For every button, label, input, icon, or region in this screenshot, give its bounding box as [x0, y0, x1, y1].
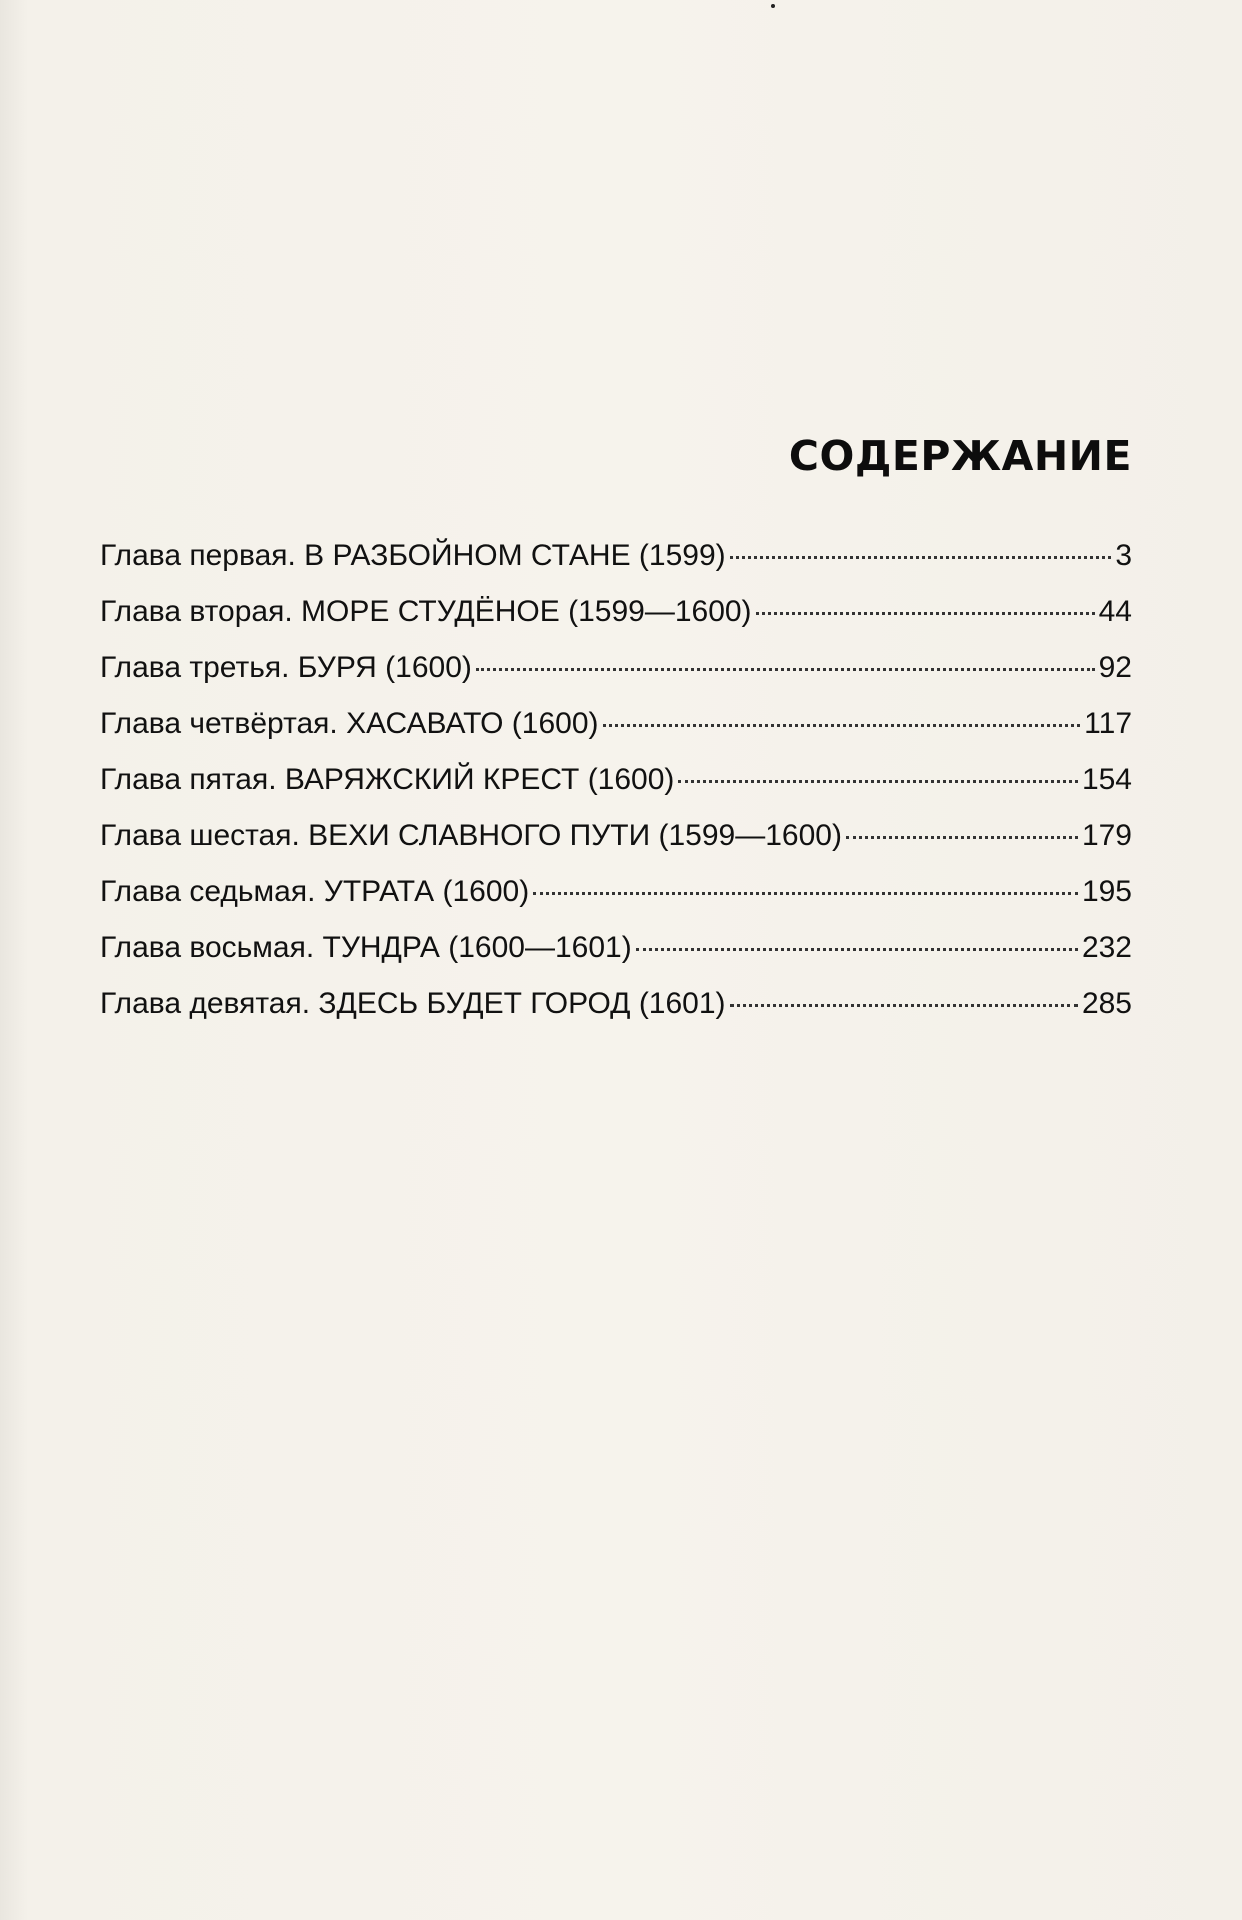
toc-entry — [100, 752, 1132, 808]
table-of-contents — [100, 528, 1132, 1032]
toc-entry — [100, 976, 1132, 1032]
toc-entry-page: 179 — [1081, 819, 1132, 852]
toc-entry-title: Глава седьмая. УТРАТА (1600) — [100, 875, 530, 908]
toc-entry — [100, 696, 1132, 752]
toc-entry-title: Глава пятая. ВАРЯЖСКИЙ КРЕСТ (1600) — [100, 763, 675, 796]
toc-entry-title: Глава первая. В РАЗБОЙНОМ СТАНЕ (1599) — [100, 539, 726, 572]
print-mark — [771, 4, 775, 8]
toc-entry-page: 3 — [1115, 539, 1132, 572]
toc-entry — [100, 920, 1132, 976]
dot-leader — [730, 1004, 1078, 1007]
toc-entry-title: Глава девятая. ЗДЕСЬ БУДЕТ ГОРОД (1601) — [100, 987, 726, 1020]
dot-leader — [678, 780, 1078, 783]
toc-entry-page: 117 — [1084, 707, 1132, 740]
page-title: СОДЕРЖАНИЕ — [788, 432, 1132, 480]
toc-entry-page: 232 — [1081, 931, 1132, 964]
dot-leader — [476, 668, 1095, 671]
dot-leader — [730, 556, 1112, 559]
toc-entry-page: 285 — [1081, 987, 1132, 1020]
toc-entry — [100, 640, 1132, 696]
toc-entry — [100, 528, 1132, 584]
dot-leader — [636, 948, 1078, 951]
toc-entry-title: Глава шестая. ВЕХИ СЛАВНОГО ПУТИ (1599—1600) — [100, 819, 842, 852]
toc-entry-page: 154 — [1081, 763, 1132, 796]
toc-entry-title: Глава третья. БУРЯ (1600) — [100, 651, 472, 684]
dot-leader — [533, 892, 1078, 895]
toc-entry-page: 92 — [1098, 651, 1132, 684]
toc-entry-title: Глава вторая. МОРЕ СТУДЁНОЕ (1599—1600) — [100, 595, 752, 628]
dot-leader — [846, 836, 1078, 839]
dot-leader — [603, 724, 1081, 727]
toc-entry — [100, 808, 1132, 864]
toc-entry-title: Глава четвёртая. ХАСАВАТО (1600) — [100, 707, 599, 740]
toc-entry-page: 195 — [1081, 875, 1132, 908]
toc-entry-page: 44 — [1098, 595, 1132, 628]
toc-entry-title: Глава восьмая. ТУНДРА (1600—1601) — [100, 931, 632, 964]
toc-entry — [100, 864, 1132, 920]
toc-entry — [100, 584, 1132, 640]
dot-leader — [756, 612, 1095, 615]
